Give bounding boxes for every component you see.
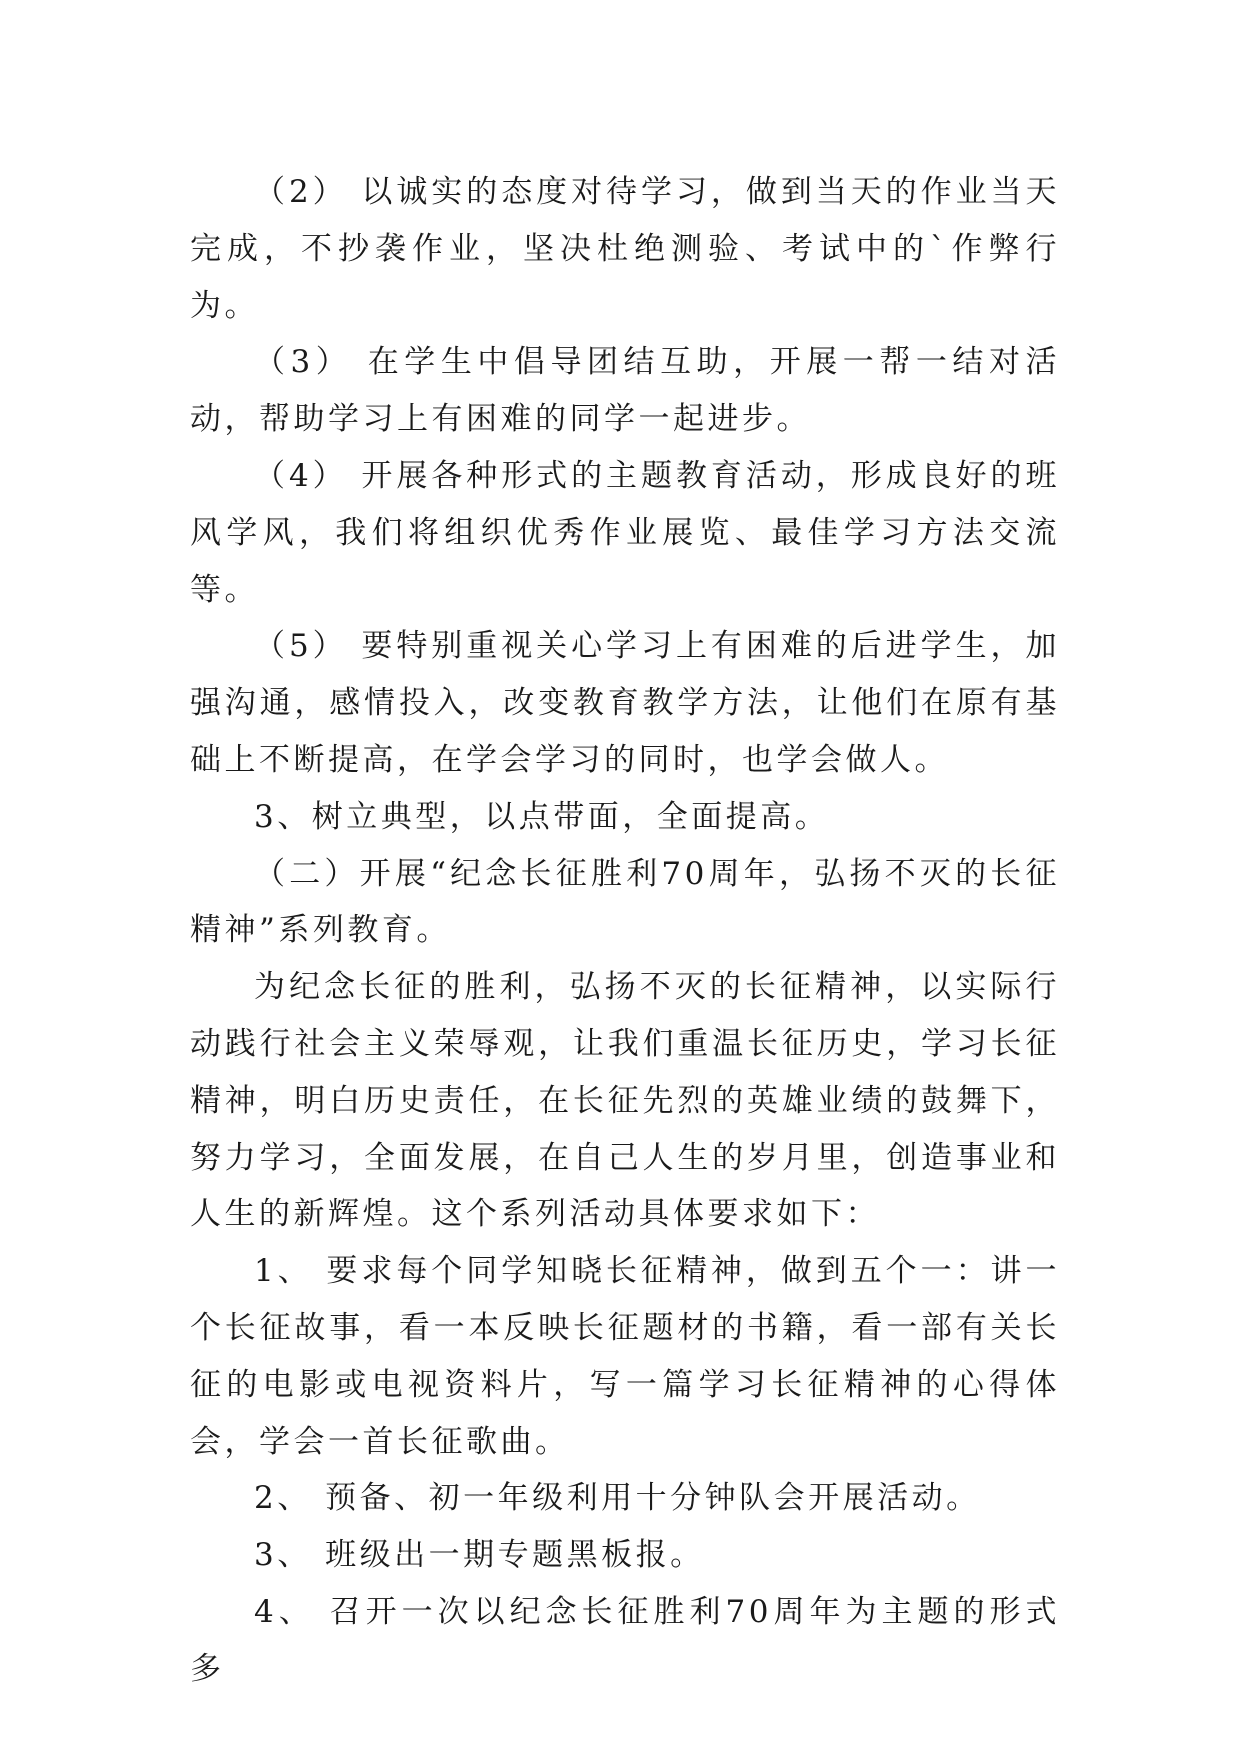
requirement-item-2: 2、 预备、初一年级利用十分钟队会开展活动。 [254, 1480, 981, 1517]
requirement-item-1: 1、 要求每个同学知晓长征精神，做到五个一：讲一个长征故事，看一本反映长征题材的书籍，看一部有关长征的电影或电视资料片，写一篇学习长征精神的心得体会，学会一首长征歌曲。 [190, 1253, 1060, 1460]
paragraph-item-3: （3） 在学生中倡导团结互助，开展一帮一结对活动，帮助学习上有困难的同学一起进步。 [190, 344, 1060, 438]
requirement-item-3: 3、 班级出一期专题黑板报。 [254, 1537, 705, 1574]
section-heading-2: （二）开展“纪念长征胜利70周年，弘扬不灭的长征精神”系列教育。 [190, 855, 1060, 949]
paragraph-item-4: （4） 开展各种形式的主题教育活动，形成良好的班风学风，我们将组织优秀作业展览、最佳学习方法交流等。 [190, 457, 1060, 608]
paragraph-point-3: 3、树立典型，以点带面，全面提高。 [254, 798, 830, 835]
paragraph-intro: 为纪念长征的胜利，弘扬不灭的长征精神，以实际行动践行社会主义荣辱观，让我们重温长征历史，学习长征精神，明白历史责任，在长征先烈的英雄业绩的鼓舞下，努力学习，全面发展，在自己人生的岁月里，创造事业和人生的新辉煌。这个系列活动具体要求如下： [190, 969, 1060, 1233]
requirement-item-4: 4、 召开一次以纪念长征胜利70周年为主题的形式多 [190, 1593, 1060, 1687]
document-body [190, 164, 1060, 1698]
paragraph-item-5: （5） 要特别重视关心学习上有困难的后进学生，加强沟通，感情投入，改变教育教学方法，让他们在原有基础上不断提高，在学会学习的同时，也学会做人。 [190, 628, 1060, 778]
paragraph-item-2: （2） 以诚实的态度对待学习，做到当天的作业当天完成，不抄袭作业，坚决杜绝测验、考试中的`作弊行为。 [190, 174, 1060, 324]
